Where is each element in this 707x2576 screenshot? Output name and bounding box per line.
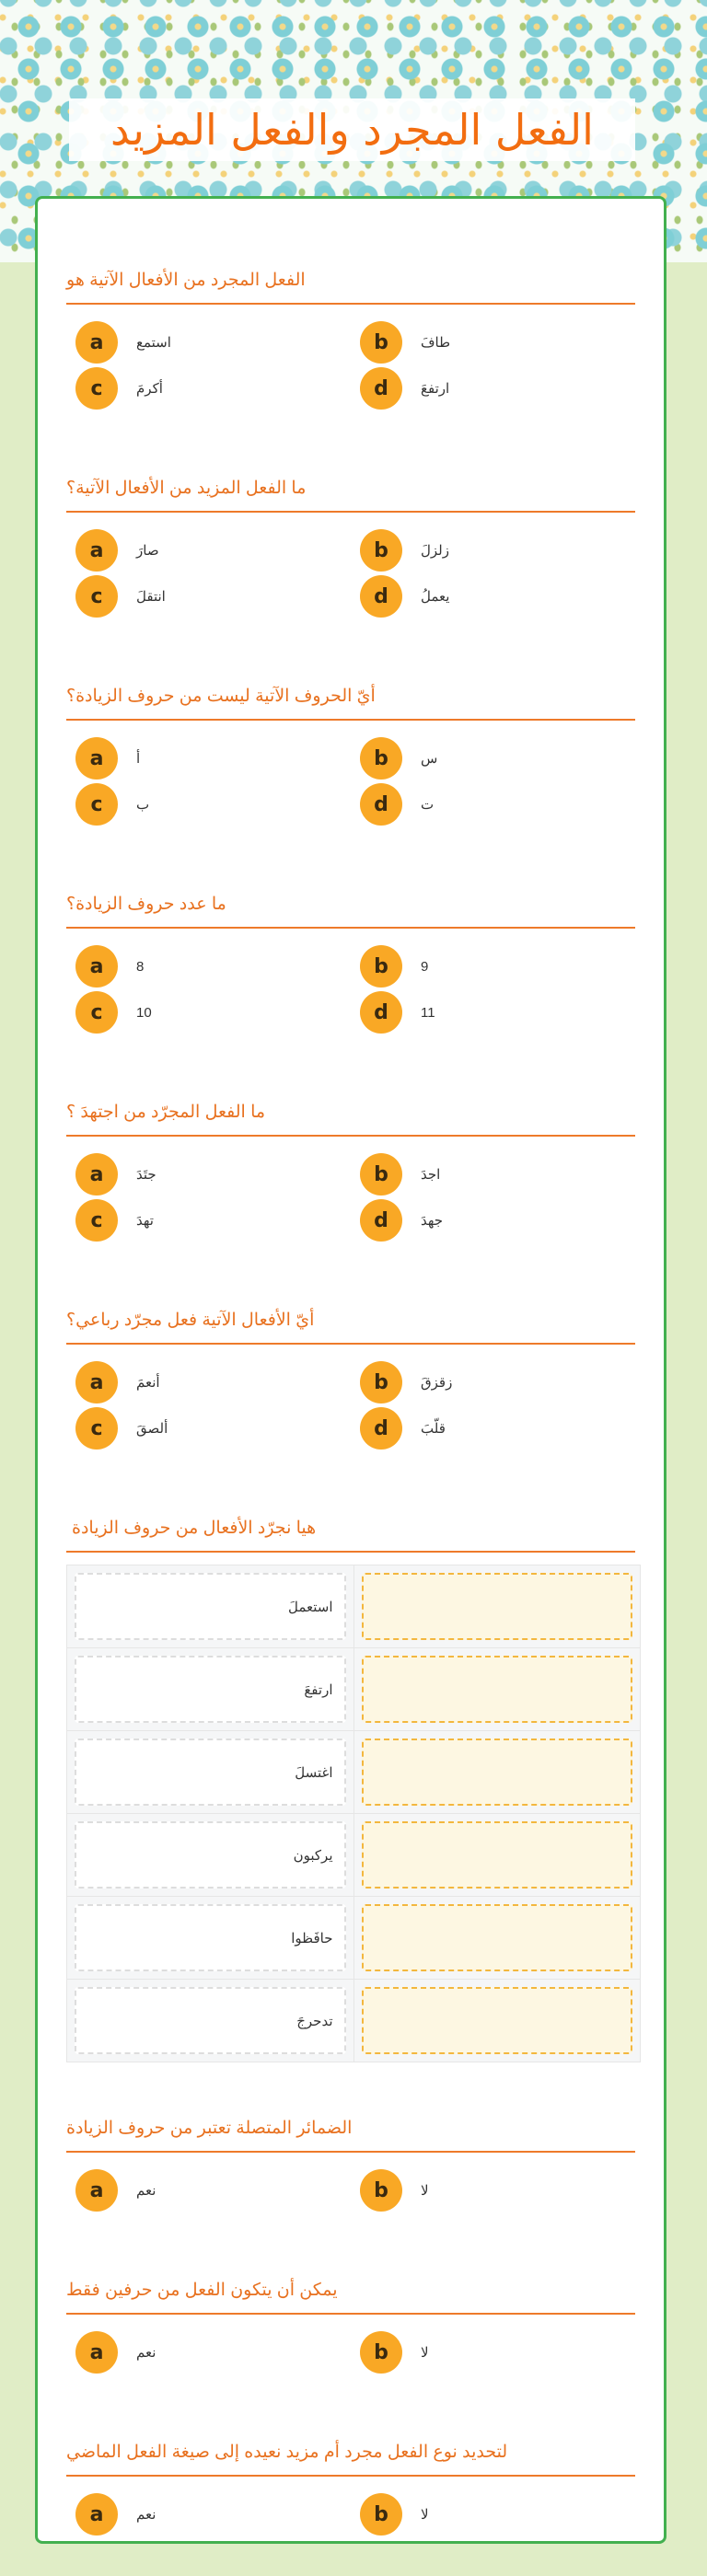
option-d[interactable]	[351, 781, 635, 827]
options-grid	[66, 721, 635, 827]
option-label: ب	[136, 797, 150, 813]
question-3	[66, 684, 635, 827]
option-letter-badge: d	[360, 783, 402, 826]
option-a[interactable]	[66, 943, 351, 989]
option-c[interactable]	[66, 781, 351, 827]
option-label: ألصقَ	[136, 1421, 168, 1437]
option-label: أ	[136, 751, 141, 767]
option-label: صارَ	[136, 543, 159, 559]
option-b[interactable]	[351, 2329, 635, 2375]
option-label: ارتفعَ	[421, 381, 450, 397]
option-c[interactable]	[66, 1405, 351, 1451]
option-letter-badge: d	[360, 575, 402, 618]
question-title	[66, 892, 635, 929]
title-banner	[69, 98, 635, 161]
option-label: انتقلَ	[136, 589, 166, 605]
option-label: 9	[421, 958, 429, 975]
question-title	[66, 2116, 635, 2153]
option-letter-badge: c	[75, 575, 118, 618]
option-b[interactable]	[351, 319, 635, 365]
drop-zone[interactable]	[362, 1904, 633, 1971]
verb-card[interactable]: يركبون	[75, 1821, 346, 1889]
question-title	[66, 476, 635, 513]
option-label: لا	[421, 2183, 429, 2199]
question-text: الفعل المجرد من الأفعال الآتية هو	[66, 271, 306, 290]
option-letter-badge: a	[75, 321, 118, 364]
question-4	[66, 892, 635, 1035]
option-letter-badge: b	[360, 945, 402, 988]
option-label: 8	[136, 958, 145, 975]
verb-card[interactable]: استعملَ	[75, 1573, 346, 1640]
option-b[interactable]	[351, 943, 635, 989]
question-7	[66, 2116, 635, 2213]
option-a[interactable]	[66, 735, 351, 781]
option-d[interactable]	[351, 989, 635, 1035]
option-label: لا	[421, 2345, 429, 2361]
question-text: ما عدد حروف الزيادة؟	[66, 895, 226, 914]
option-label: ت	[421, 797, 435, 813]
option-letter-badge: c	[75, 991, 118, 1034]
question-text: يمكن أن يتكون الفعل من حرفين فقط	[66, 2281, 338, 2300]
options-grid	[66, 1345, 635, 1451]
option-a[interactable]	[66, 319, 351, 365]
options-grid	[66, 929, 635, 1035]
question-title	[66, 1100, 635, 1137]
matching-row	[67, 1980, 641, 2062]
option-label: زلزلَ	[421, 543, 449, 559]
option-label: يعملُ	[421, 589, 450, 605]
option-letter-badge: b	[360, 737, 402, 780]
matching-row	[67, 1731, 641, 1814]
option-label: تهدَ	[136, 1213, 154, 1229]
options-grid	[66, 2477, 635, 2537]
option-label: اجدَ	[421, 1167, 441, 1183]
option-a[interactable]	[66, 527, 351, 573]
question-text: ما الفعل المجرّد من اجتهدَ ؟	[66, 1103, 266, 1122]
option-letter-badge: a	[75, 2331, 118, 2374]
matching-row	[67, 1897, 641, 1980]
option-letter-badge: a	[75, 945, 118, 988]
option-d[interactable]	[351, 1197, 635, 1243]
option-a[interactable]	[66, 1151, 351, 1197]
drop-zone[interactable]	[362, 1573, 633, 1640]
option-b[interactable]	[351, 1359, 635, 1405]
question-5	[66, 1100, 635, 1243]
option-letter-badge: b	[360, 529, 402, 572]
question-text: ما الفعل المزيد من الأفعال الآتية؟	[66, 479, 307, 498]
option-label: س	[421, 751, 438, 767]
options-grid	[66, 1137, 635, 1243]
option-letter-badge: a	[75, 2169, 118, 2212]
drop-zone[interactable]	[362, 1821, 633, 1889]
option-a[interactable]	[66, 1359, 351, 1405]
verb-card[interactable]: حافَظوا	[75, 1904, 346, 1971]
option-letter-badge: d	[360, 991, 402, 1034]
option-label: 11	[421, 1004, 435, 1021]
option-letter-badge: a	[75, 737, 118, 780]
option-c[interactable]	[66, 365, 351, 411]
matching-row	[67, 1565, 641, 1648]
option-b[interactable]	[351, 2491, 635, 2537]
option-letter-badge: c	[75, 783, 118, 826]
option-b[interactable]	[351, 735, 635, 781]
page-title: الفعل المجرد والفعل المزيد	[110, 105, 594, 155]
options-grid	[66, 305, 635, 411]
option-c[interactable]	[66, 1197, 351, 1243]
options-grid	[66, 2315, 635, 2375]
option-d[interactable]	[351, 1405, 635, 1451]
question-2	[66, 476, 635, 619]
question-8	[66, 2278, 635, 2375]
option-label: زقزقَ	[421, 1375, 453, 1391]
verb-card[interactable]: ارتفعَ	[75, 1656, 346, 1723]
option-c[interactable]	[66, 989, 351, 1035]
option-c[interactable]	[66, 573, 351, 619]
verb-card[interactable]: اغتسلَ	[75, 1739, 346, 1806]
option-a[interactable]	[66, 2491, 351, 2537]
quiz-card	[35, 196, 666, 2544]
option-label: نعم	[136, 2183, 156, 2199]
matching-row	[67, 1814, 641, 1897]
option-letter-badge: c	[75, 1199, 118, 1242]
option-letter-badge: b	[360, 321, 402, 364]
option-label: استمع	[136, 335, 171, 351]
option-b[interactable]	[351, 527, 635, 573]
question-9	[66, 2440, 635, 2537]
question-1	[66, 268, 635, 411]
option-label: أكرمَ	[136, 381, 163, 397]
option-label: نعم	[136, 2345, 156, 2361]
option-letter-badge: b	[360, 1153, 402, 1196]
option-letter-badge: c	[75, 367, 118, 410]
option-a[interactable]	[66, 2167, 351, 2213]
drop-zone[interactable]	[362, 1656, 633, 1723]
question-text: الضمائر المتصلة تعتبر من حروف الزيادة	[66, 2119, 353, 2138]
option-letter-badge: b	[360, 2493, 402, 2536]
option-letter-badge: b	[360, 1361, 402, 1404]
question-text: أيّ الحروف الآتية ليست من حروف الزيادة؟	[66, 687, 376, 706]
option-label: جهدَ	[421, 1213, 444, 1229]
question-title	[66, 268, 635, 305]
question-text: لتحديد نوع الفعل مجرد أم مزيد نعيده إلى صيغة الفعل الماضي	[66, 2443, 508, 2462]
option-letter-badge: b	[360, 2169, 402, 2212]
option-a[interactable]	[66, 2329, 351, 2375]
question-text: أيّ الأفعال الآتية فعل مجرّد رباعي؟	[66, 1311, 315, 1330]
matching-question	[66, 1516, 635, 2062]
option-d[interactable]	[351, 573, 635, 619]
option-letter-badge: a	[75, 1153, 118, 1196]
matching-table	[66, 1565, 641, 2062]
option-label: قلّبَ	[421, 1421, 446, 1437]
question-title	[66, 684, 635, 721]
option-letter-badge: d	[360, 1199, 402, 1242]
option-label: أنعمَ	[136, 1375, 160, 1391]
option-letter-badge: d	[360, 1407, 402, 1450]
question-title	[66, 2278, 635, 2315]
option-letter-badge: c	[75, 1407, 118, 1450]
verb-card[interactable]: تدحرجَ	[75, 1987, 346, 2054]
matching-row	[67, 1648, 641, 1731]
option-b[interactable]	[351, 1151, 635, 1197]
options-grid	[66, 2153, 635, 2213]
option-letter-badge: a	[75, 529, 118, 572]
option-label: 10	[136, 1004, 152, 1021]
drop-zone[interactable]	[362, 1739, 633, 1806]
option-label: جتَدَ	[136, 1167, 156, 1183]
option-letter-badge: a	[75, 1361, 118, 1404]
option-letter-badge: d	[360, 367, 402, 410]
options-grid	[66, 513, 635, 619]
question-title	[66, 2440, 635, 2477]
option-label: طافَ	[421, 335, 451, 351]
drop-zone[interactable]	[362, 1987, 633, 2054]
question-6	[66, 1308, 635, 1451]
question-title	[66, 1308, 635, 1345]
option-b[interactable]	[351, 2167, 635, 2213]
option-label: نعم	[136, 2507, 156, 2523]
option-letter-badge: b	[360, 2331, 402, 2374]
question-title	[66, 1516, 635, 1553]
question-text: هيا نجرّد الأفعال من حروف الزيادة	[72, 1519, 317, 1538]
option-label: لا	[421, 2507, 429, 2523]
option-letter-badge: a	[75, 2493, 118, 2536]
option-d[interactable]	[351, 365, 635, 411]
